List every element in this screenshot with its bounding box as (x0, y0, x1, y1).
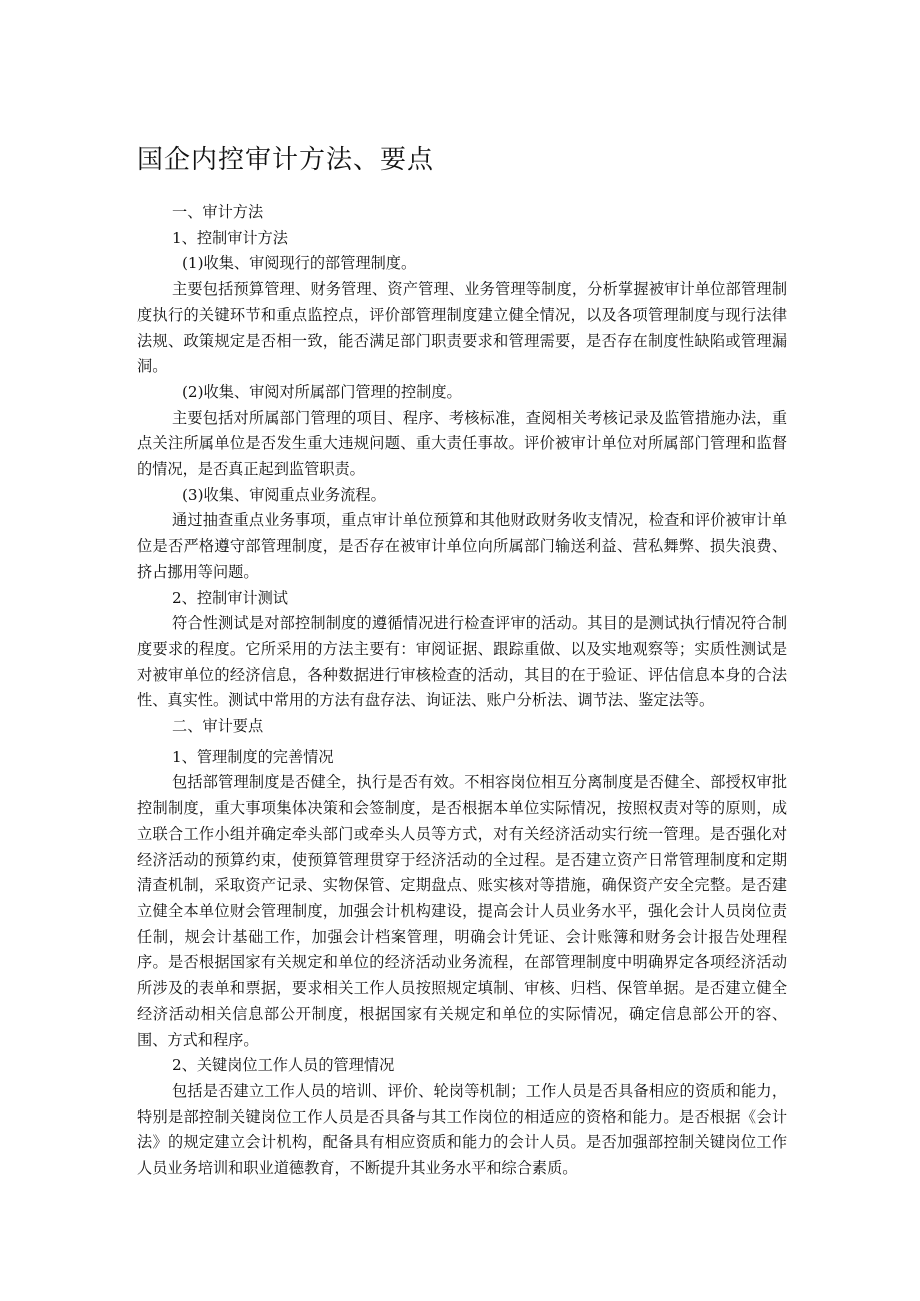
body-paragraph: 包括是否建立工作人员的培训、评价、轮岗等机制；工作人员是否具备相应的资质和能力，特别是部控制关键岗位工作人员是否具备与其工作岗位的相适应的资格和能力。是否根据《会计法》的规定建立会计机构，配备具有相应资质和能力的会计人员。是否加强部控制关键岗位工作人员业务培训和职业道德教育，不断提升其业务水平和综合素质。 (137, 1081, 787, 1178)
section-heading-audit-methods: 一、审计方法 (172, 203, 264, 221)
body-paragraph: 主要包括预算管理、财务管理、资产管理、业务管理等制度，分析掌握被审计单位部管理制度执行的关键环节和重点监控点，评价部管理制度建立健全情况，以及各项管理制度与现行法律法规、政策规定是否相一致，能否满足部门职责要求和管理需要，是否存在制度性缺陷或管理漏洞。 (137, 280, 787, 376)
item-heading-3: (3)收集、审阅重点业务流程。 (182, 485, 386, 504)
item-heading-1: (1)收集、审阅现行的部管理制度。 (182, 254, 417, 273)
subsection-heading-management-system: 1、管理制度的完善情况 (172, 747, 334, 766)
subsection-heading-control-audit-testing: 2、控制审计测试 (172, 588, 288, 607)
body-paragraph: 符合性测试是对部控制制度的遵循情况进行检查评审的活动。其目的是测试执行情况符合制度要求的程度。它所采用的方法主要有：审阅证据、跟踪重做、以及实地观察等；实质性测试是对被审单位的经济信息，各种数据进行审核检查的活动，其目的在于验证、评估信息本身的合法性、真实性。测试中常用的方法有盘存法、询证法、账户分析法、调节法、鉴定法等。 (137, 614, 787, 710)
subsection-heading-control-audit-methods: 1、控制审计方法 (172, 228, 288, 247)
body-paragraph: 主要包括对所属部门管理的项目、程序、考核标准，查阅相关考核记录及监管措施办法，重点关注所属单位是否发生重大违规问题、重大责任事故。评价被审计单位对所属部门管理和监督的情况，是否真正起到监管职责。 (137, 408, 787, 479)
body-paragraph: 包括部管理制度是否健全，执行是否有效。不相容岗位相互分离制度是否健全、部授权审批控制制度，重大事项集体决策和会签制度，是否根据本单位实际情况，按照权责对等的原则，成立联合工作小组并确定牵头部门或牵头人员等方式，对有关经济活动实行统一管理。是否强化对经济活动的预算约束，使预算管理贯穿于经济活动的全过程。是否建立资产日常管理制度和定期清查机制，采取资产记录、实物保管、定期盘点、账实核对等措施，确保资产安全完整。是否建立健全本单位财会管理制度，加强会计机构建设，提高会计人员业务水平，强化会计人员岗位责任制，规会计基础工作，加强会计档案管理，明确会计凭证、会计账簿和财务会计报告处理程序。是否根据国家有关规定和单位的经济活动业务流程，在部管理制度中明确界定各项经济活动所涉及的表单和票据，要求相关工作人员按照规定填制、审核、归档、保管单据。是否建立健全经济活动相关信息部公开制度，根据国家有关规定和单位的实际情况，确定信息部公开的容、围、方式和程序。 (137, 773, 787, 1049)
body-paragraph: 通过抽查重点业务事项，重点审计单位预算和其他财政财务收支情况，检查和评价被审计单位是否严格遵守部管理制度，是否存在被审计单位向所属部门输送利益、营私舞弊、损失浪费、挤占挪用等问题。 (137, 511, 787, 581)
section-heading-audit-points: 二、审计要点 (172, 717, 264, 736)
document-page (137, 140, 787, 1182)
document-title: 国企内控审计方法、要点 (137, 145, 435, 175)
item-heading-2: (2)收集、审阅对所属部门管理的控制度。 (182, 382, 462, 401)
subsection-heading-key-positions: 2、关键岗位工作人员的管理情况 (172, 1056, 395, 1075)
